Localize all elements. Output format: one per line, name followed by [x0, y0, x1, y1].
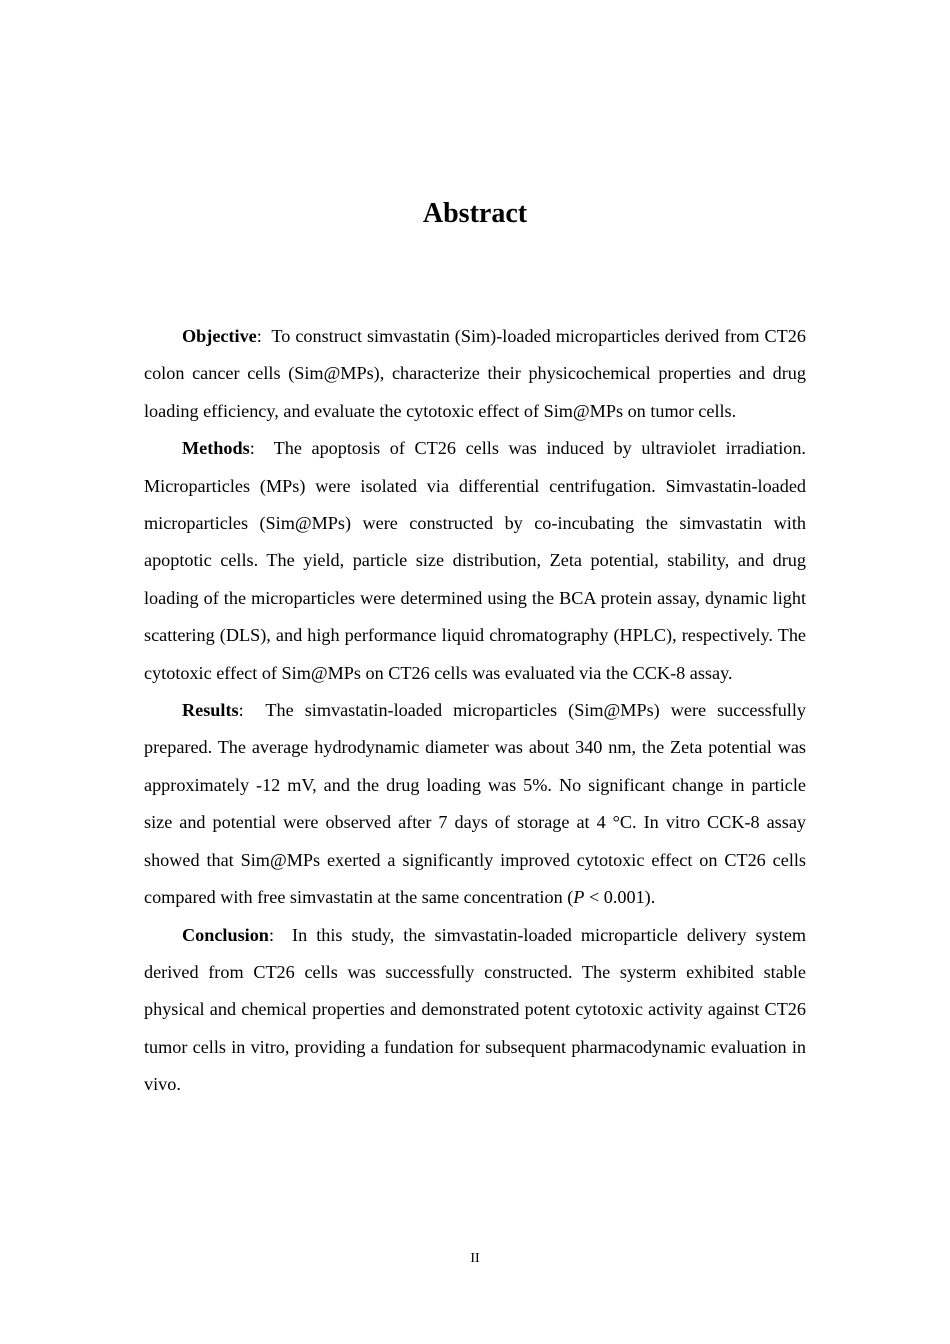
- methods-text: The apoptosis of CT26 cells was induced by ultraviolet irradiation. Microparticles (MPs) were isolated via differential centrifugation. Simvastatin-loaded microparticles (Sim@MPs) were constructed by co-incubating the simvastatin with apoptotic cells. The yield, particle size distribution, Zeta potential, stability, and drug loading of the microparticles were determined using the BCA protein assay, dynamic light scattering (DLS), and high performance liquid chromatography (HPLC), respectively. The cytotoxic effect of Sim@MPs on CT26 cells was evaluated via the CCK-8 assay.: [144, 438, 806, 683]
- conclusion-text: In this study, the simvastatin-loaded microparticle delivery system derived from CT26 cells was successfully constructed. The systerm exhibited stable physical and chemical properties and demonstrated potent cytotoxic activity against CT26 tumor cells in vitro, providing a fundation for subsequent pharmacodynamic evaluation in vivo.: [144, 924, 806, 1095]
- conclusion-paragraph: [144, 917, 806, 1104]
- methods-label: Methods: [182, 438, 250, 459]
- objective-label: Objective: [182, 326, 257, 346]
- results-separator: :: [238, 700, 266, 721]
- conclusion-label: Conclusion: [182, 924, 269, 945]
- objective-paragraph: [144, 318, 806, 430]
- conclusion-separator: :: [268, 924, 293, 945]
- objective-separator: :: [256, 326, 272, 346]
- methods-paragraph: [144, 430, 806, 692]
- abstract-body: [144, 318, 806, 1104]
- objective-text: To construct simvastatin (Sim)-loaded microparticles derived from CT26 colon cancer cells (Sim@MPs), characterize their physicochemical properties and drug loading efficiency, and evaluate the cytotoxic effect of Sim@MPs on tumor cells.: [144, 326, 806, 421]
- page-title: Abstract: [422, 198, 528, 229]
- results-paragraph: [144, 692, 806, 916]
- results-text-end: < 0.001).: [584, 887, 656, 908]
- p-value-symbol: P: [573, 887, 585, 908]
- page-number: II: [470, 1251, 480, 1266]
- methods-separator: :: [249, 438, 274, 459]
- results-label: Results: [182, 700, 239, 721]
- results-text: The simvastatin-loaded microparticles (Sim@MPs) were successfully prepared. The average hydrodynamic diameter was about 340 nm, the Zeta potential was approximately -12 mV, and the drug loading was 5%. No significant change in particle size and potential were observed after 7 days of storage at 4 °C. In vitro CCK-8 assay showed that Sim@MPs exerted a significantly improved cytotoxic effect on CT26 cells compared with free simvastatin at the same concentration (: [144, 700, 806, 908]
